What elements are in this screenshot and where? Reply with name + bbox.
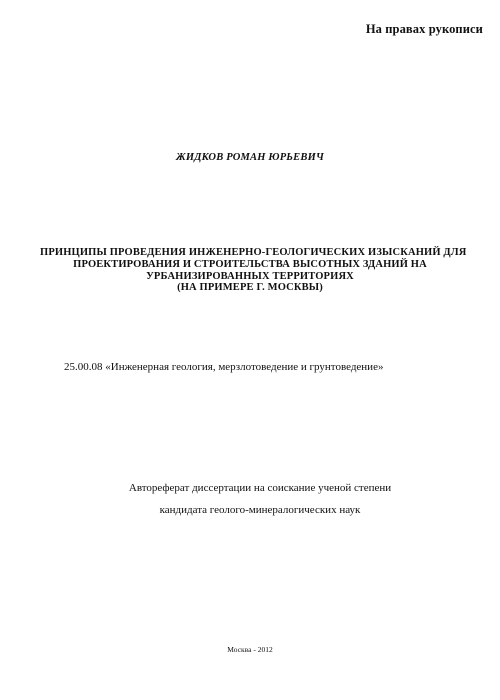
specialty-code: 25.00.08 «Инженерная геология, мерзлотоведение и грунтоведение» [64, 361, 384, 373]
abstract-line: кандидата геолого-минералогических наук [159, 504, 361, 516]
title-line: УРБАНИЗИРОВАННЫХ ТЕРРИТОРИЯХ [146, 270, 354, 282]
dissertation-title [40, 247, 467, 294]
abstract-statement [0, 477, 500, 521]
title-line: ПРОЕКТИРОВАНИЯ И СТРОИТЕЛЬСТВА ВЫСОТНЫХ ЗДАНИЙ НА [73, 258, 427, 270]
rights-notice: На правах рукописи [365, 22, 483, 36]
place-and-year: Москва - 2012 [227, 645, 273, 654]
title-line: ПРИНЦИПЫ ПРОВЕДЕНИЯ ИНЖЕНЕРНО-ГЕОЛОГИЧЕСКИХ ИЗЫСКАНИЙ ДЛЯ [40, 247, 467, 258]
title-line: (НА ПРИМЕРЕ Г. МОСКВЫ) [177, 282, 323, 294]
author-name: ЖИДКОВ РОМАН ЮРЬЕВИЧ [176, 152, 324, 163]
abstract-line: Автореферат диссертации на соискание ученой степени [128, 482, 392, 494]
